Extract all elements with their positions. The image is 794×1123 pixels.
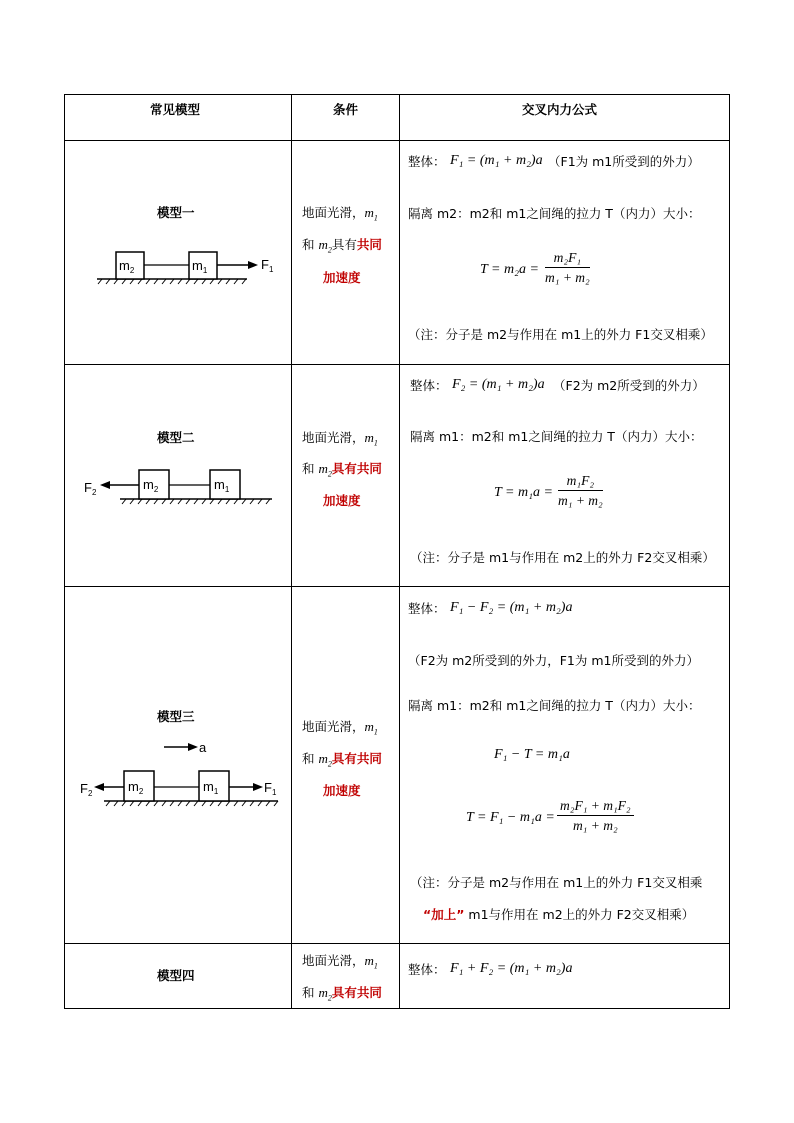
model-3-note2a: （注：分子是 m2与作用在 m1上的外力 F1交叉相乘 (410, 875, 703, 890)
model-1-note: （注：分子是 m2与作用在 m1上的外力 F1交叉相乘） (408, 327, 713, 342)
formula-7: T = F₁ − m₁a = (466, 810, 555, 825)
formula-2-numerator: m₂F₁ (545, 250, 590, 268)
model-3-diagram (78, 738, 288, 808)
formula-6: F₁ − T = m₁a (494, 747, 570, 762)
svg-text:m1: $m_1$ (214, 477, 230, 494)
model-1-condition-line3: 加速度 (323, 270, 361, 285)
svg-text:a: a (199, 740, 207, 755)
model-3-condition-line3: 加速度 (323, 783, 361, 798)
svg-text:F2: $F_2$ (80, 781, 93, 798)
model-1-isolate: 隔离 m2：m2和 m1之间绳的拉力 T（内力）大小： (408, 206, 701, 221)
formula-5: F₁ − F₂ = (m₁ + m₂)a (450, 600, 573, 615)
model-2-whole-note: （F2为 m2所受到的外力） (553, 378, 705, 393)
model-1-whole-note: （F1为 m1所受到的外力） (548, 154, 700, 169)
formula-1: F₁ = (m₁ + m₂)a (450, 153, 543, 168)
formula-7-fraction (557, 798, 634, 834)
header-model: 常见模型 (150, 102, 201, 117)
model-1-whole-label: 整体： (408, 154, 446, 169)
model-4-condition-line1: 地面光滑，$m_1$ (302, 953, 378, 971)
formula-4-denominator: m₁ + m₂ (558, 493, 603, 508)
formula-7-denominator: m₁ + m₂ (572, 818, 618, 833)
model-1-diagram (92, 246, 292, 286)
formula-2-fraction (545, 250, 590, 286)
svg-text:m1: $m_1$ (192, 258, 208, 275)
svg-text:m2: $m_2$ (143, 477, 159, 494)
svg-text:m1: $m_1$ (203, 779, 219, 796)
model-1-title: 模型一 (157, 205, 195, 220)
model-2-whole-label: 整体： (410, 378, 448, 393)
model-2-diagram (82, 466, 282, 506)
model-4-title: 模型四 (157, 968, 195, 983)
svg-text:F1: $F_1$ (261, 257, 274, 274)
model-3-note2b: “加上” m1与作用在 m2上的外力 F2交叉相乘） (423, 907, 695, 922)
header-formula: 交叉内力公式 (522, 102, 598, 117)
model-3-condition-line1: 地面光滑，$m_1$ (302, 719, 378, 737)
model-4-condition-line2: 和 $m_2$具有共同 (302, 985, 382, 1003)
formula-7-numerator: m₂F₁ + m₁F₂ (557, 798, 634, 816)
formula-4-fraction (558, 473, 603, 509)
formula-3: F₂ = (m₁ + m₂)a (452, 377, 545, 392)
model-2-isolate: 隔离 m1：m2和 m1之间绳的拉力 T（内力）大小： (410, 429, 703, 444)
model-3-condition-line2: 和 $m_2$具有共同 (302, 751, 382, 769)
model-1-condition-line2: 和 $m_2$具有共同 (302, 237, 382, 255)
header-condition: 条件 (333, 102, 359, 117)
model-2-condition-line1: 地面光滑，$m_1$ (302, 430, 378, 448)
model-3-isolate: 隔离 m1：m2和 m1之间绳的拉力 T（内力）大小： (408, 698, 701, 713)
formula-2-denominator: m₁ + m₂ (545, 270, 590, 285)
svg-text:m2: $m_2$ (128, 779, 144, 796)
formula-2: T = m₂a = (480, 262, 539, 277)
formula-4-numerator: m₁F₂ (558, 473, 603, 491)
formula-4: T = m₁a = (494, 485, 553, 500)
model-3-whole-label: 整体： (408, 601, 446, 616)
model-3-title: 模型三 (157, 709, 195, 724)
svg-text:m2: $m_2$ (119, 258, 135, 275)
model-2-title: 模型二 (157, 430, 195, 445)
svg-text:F2: $F_2$ (84, 480, 97, 497)
model-4-whole-label: 整体： (408, 962, 446, 977)
model-2-note: （注：分子是 m1与作用在 m2上的外力 F2交叉相乘） (410, 550, 715, 565)
svg-text:F1: $F_1$ (264, 780, 277, 797)
model-1-condition-line1: 地面光滑，$m_1$ (302, 205, 378, 223)
model-2-condition-line3: 加速度 (323, 493, 361, 508)
model-3-note1: （F2为 m2所受到的外力，F1为 m1所受到的外力） (408, 653, 699, 668)
formula-8: F₁ + F₂ = (m₁ + m₂)a (450, 961, 573, 976)
model-2-condition-line2: 和 $m_2$具有共同 (302, 461, 382, 479)
